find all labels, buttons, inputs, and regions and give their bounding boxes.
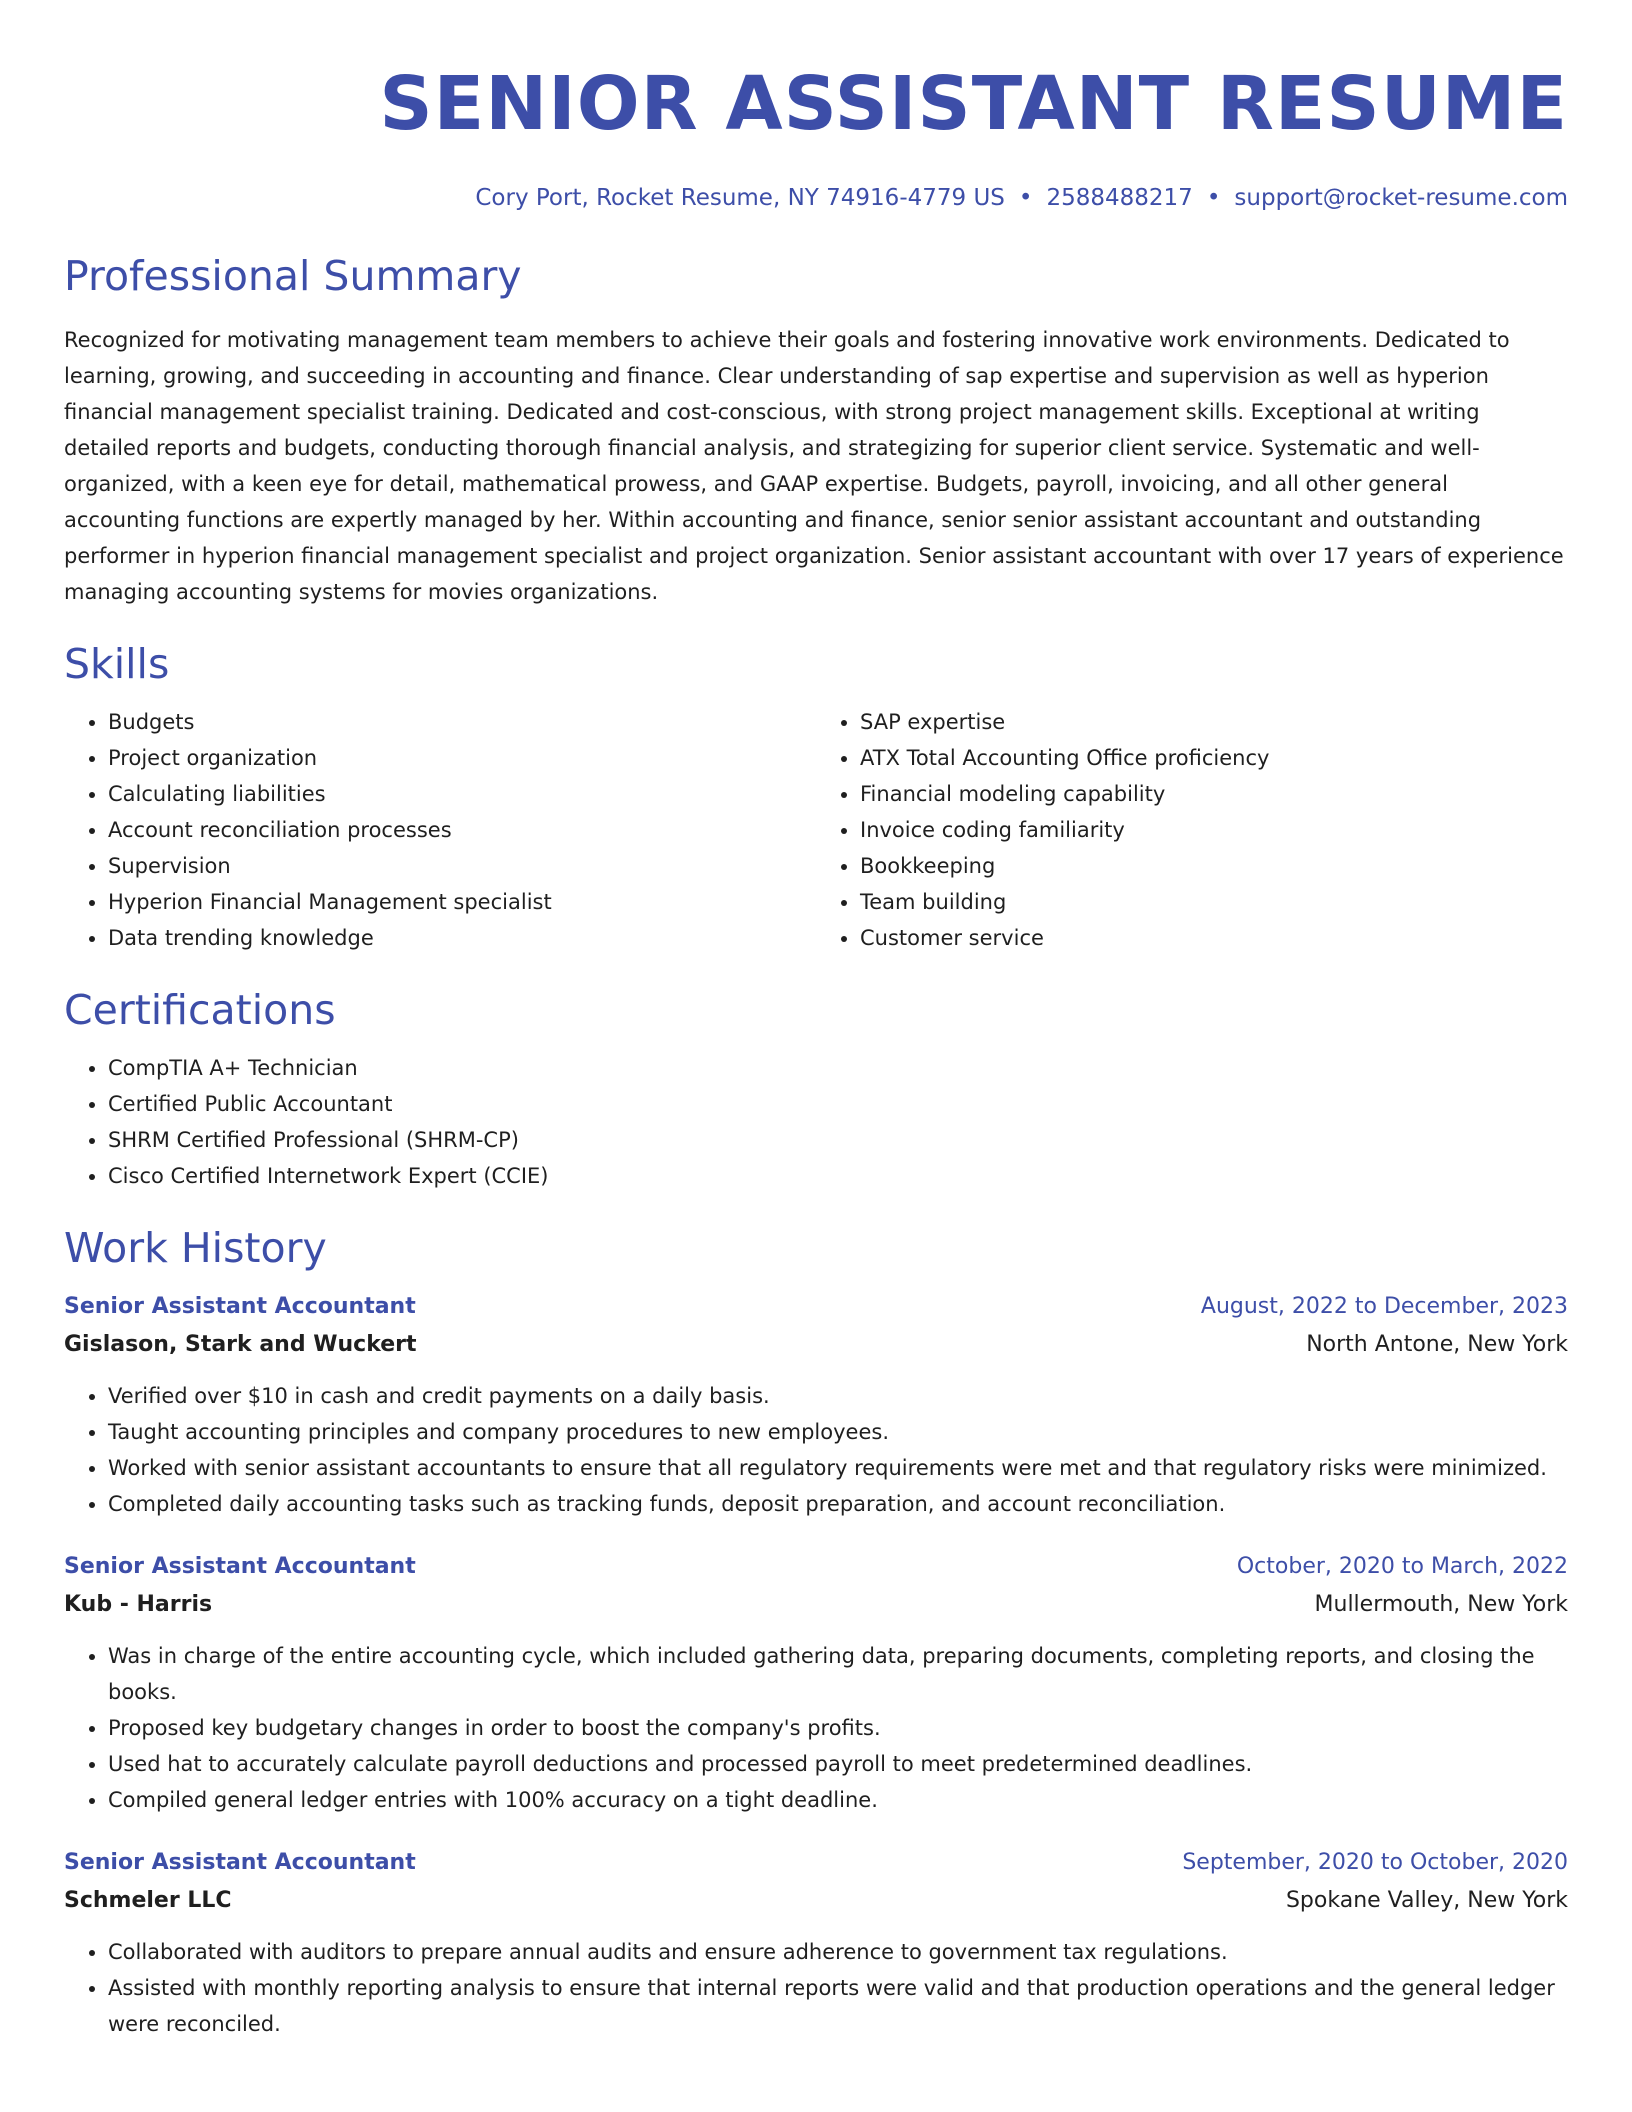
contact-separator: • bbox=[1018, 185, 1033, 211]
certifications-heading: Certifications bbox=[64, 986, 336, 1034]
skill-item: • SAP expertise bbox=[860, 704, 1568, 740]
certification-item: • CompTIA A+ Technician bbox=[108, 1050, 1568, 1086]
job-location: Spokane Valley, New York bbox=[1285, 1888, 1568, 1913]
certifications-list bbox=[64, 1050, 1568, 1194]
job-entry bbox=[64, 1548, 1568, 1818]
contact-email: support@rocket-resume.com bbox=[1234, 185, 1568, 211]
summary-text: Recognized for motivating management team members to achieve their goals and fostering innovative work environments. Dedicated to learning, growing, and succeeding in accounting and finance. Clear understanding of sap expertise and supervision as well as hyperion financial management specialist training. Dedicated and cost-conscious, with strong project management skills. Exceptional at writing detailed reports and budgets, conducting thorough financial analysis, and strategizing for superior client service. Systematic and well-organized, with a keen eye for detail, mathematical prowess, and GAAP expertise. Budgets, payroll, invoicing, and all other general accounting functions are expertly managed by her. Within accounting and finance, senior senior assistant accountant and outstanding performer in hyperion financial management specialist and project organization. Senior assistant accountant with over 17 years of experience managing accounting systems for movies organizations. bbox=[64, 328, 1564, 604]
job-bullet: • Completed daily accounting tasks such as tracking funds, deposit preparation, and account reconciliation. bbox=[108, 1486, 1568, 1522]
job-dates: October, 2020 to March, 2022 bbox=[1236, 1554, 1568, 1579]
job-dates: September, 2020 to October, 2020 bbox=[1182, 1850, 1568, 1875]
skills-list-right bbox=[816, 704, 1568, 956]
job-title: Senior Assistant Accountant bbox=[64, 1850, 416, 1875]
skill-item: • Calculating liabilities bbox=[108, 776, 816, 812]
skill-item: • ATX Total Accounting Office proficiency bbox=[860, 740, 1568, 776]
job-bullet: • Collaborated with auditors to prepare annual audits and ensure adherence to government tax regulations. bbox=[108, 1934, 1568, 1970]
skill-item: • Financial modeling capability bbox=[860, 776, 1568, 812]
skill-item: • Project organization bbox=[108, 740, 816, 776]
skill-item: • Bookkeeping bbox=[860, 848, 1568, 884]
certification-item: • SHRM Certified Professional (SHRM-CP) bbox=[108, 1122, 1568, 1158]
job-bullet: • Proposed key budgetary changes in order to boost the company's profits. bbox=[108, 1710, 1568, 1746]
job-bullet: • Used hat to accurately calculate payroll deductions and processed payroll to meet predetermined deadlines. bbox=[108, 1746, 1568, 1782]
job-bullet: • Assisted with monthly reporting analysis to ensure that internal reports were valid and that production operations and the general ledger were reconciled. bbox=[108, 1970, 1568, 2042]
job-dates: August, 2022 to December, 2023 bbox=[1200, 1294, 1568, 1319]
job-bullets bbox=[64, 1934, 1568, 2042]
job-bullets bbox=[64, 1378, 1568, 1522]
job-title: Senior Assistant Accountant bbox=[64, 1294, 416, 1319]
job-bullet: • Compiled general ledger entries with 100% accuracy on a tight deadline. bbox=[108, 1782, 1568, 1818]
skill-item: • Data trending knowledge bbox=[108, 920, 816, 956]
skill-item: • Budgets bbox=[108, 704, 816, 740]
job-bullet: • Worked with senior assistant accountants to ensure that all regulatory requirements were met and that regulatory risks were minimized. bbox=[108, 1450, 1568, 1486]
certification-item: • Cisco Certified Internetwork Expert (CCIE) bbox=[108, 1158, 1568, 1194]
skill-item: • Account reconciliation processes bbox=[108, 812, 816, 848]
job-entry bbox=[64, 1288, 1568, 1522]
skill-item: • Invoice coding familiarity bbox=[860, 812, 1568, 848]
job-location: Mullermouth, New York bbox=[1314, 1592, 1568, 1617]
job-title: Senior Assistant Accountant bbox=[64, 1554, 416, 1579]
job-bullet: • Taught accounting principles and company procedures to new employees. bbox=[108, 1414, 1568, 1450]
contact-separator: • bbox=[1206, 185, 1221, 211]
job-location: North Antone, New York bbox=[1306, 1332, 1568, 1357]
contact-phone: 2588488217 bbox=[1046, 185, 1193, 211]
job-company: Gislason, Stark and Wuckert bbox=[64, 1332, 417, 1357]
job-entry bbox=[64, 1844, 1568, 2042]
skill-item: • Hyperion Financial Management specialist bbox=[108, 884, 816, 920]
skill-item: • Supervision bbox=[108, 848, 816, 884]
skill-item: • Team building bbox=[860, 884, 1568, 920]
skills-heading: Skills bbox=[64, 640, 170, 688]
resume-title: SENIOR ASSISTANT RESUME bbox=[379, 61, 1568, 147]
skills-list-left bbox=[64, 704, 816, 956]
job-company: Kub - Harris bbox=[64, 1592, 213, 1617]
work-history-heading: Work History bbox=[64, 1224, 327, 1272]
certification-item: • Certified Public Accountant bbox=[108, 1086, 1568, 1122]
job-bullet: • Verified over $10 in cash and credit payments on a daily basis. bbox=[108, 1378, 1568, 1414]
skills-columns bbox=[64, 704, 1568, 956]
job-company: Schmeler LLC bbox=[64, 1888, 232, 1913]
contact-line bbox=[64, 182, 1568, 214]
summary-heading: Professional Summary bbox=[64, 252, 522, 300]
job-bullet: • Was in charge of the entire accounting cycle, which included gathering data, preparing documents, completing reports, and closing the books. bbox=[108, 1638, 1568, 1710]
contact-address: Cory Port, Rocket Resume, NY 74916-4779 US bbox=[475, 185, 1005, 211]
skill-item: • Customer service bbox=[860, 920, 1568, 956]
job-bullets bbox=[64, 1638, 1568, 1818]
